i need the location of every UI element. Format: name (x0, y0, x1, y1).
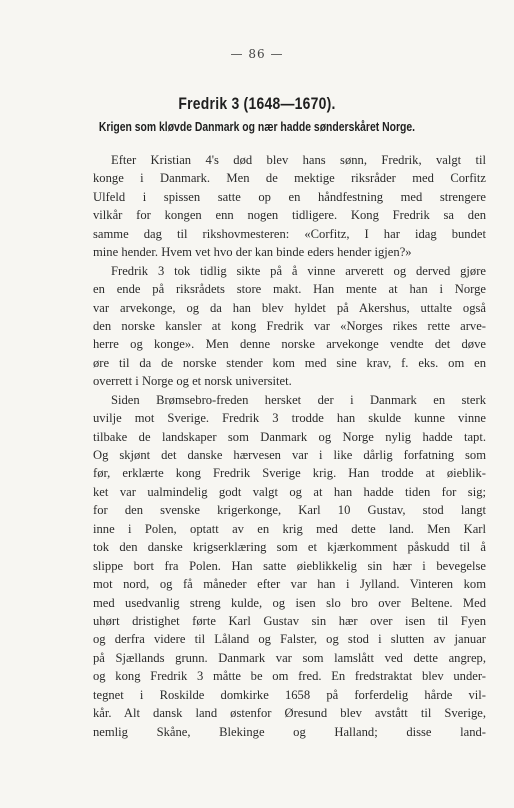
text-line: på Sjællands grunn. Danmark var som lamslått ved dette angrep, (93, 650, 486, 665)
text-line: den norske kansler at kong Fredrik var «Norges rikes rette arve- (93, 318, 486, 333)
text-line: samme dag til rikshovmesteren: «Corfitz, I har idag bundet (93, 226, 486, 241)
text-line: vilkår for kongen enn nogen tidligere. Kong Fredrik sa den (93, 208, 486, 223)
text-line: konge i Danmark. Men de mektige riksråder med Corfitz (93, 171, 486, 186)
text-line: mine hender. Hvem vet hvo der kan binde eders hender igjen?» (93, 245, 412, 260)
text-line: uhørt dristighet førte Karl Gustav sin hær over isen til Fyen (93, 613, 486, 628)
page-number: — 86 — (230, 47, 284, 61)
text-line: slippe bort fra Polen. Han satte øieblikkelig sin hær i bevegelse (93, 558, 486, 573)
text-line: inne i Polen, optatt av en krig med dette land. Men Karl (93, 521, 486, 536)
text-line: herre og konge». Men denne norske arvekonge vendte det døve (93, 337, 486, 352)
text-line: Og skjønt det danske hærvesen var i like dårlig forfatning som (93, 448, 486, 462)
text-line: en ende på riksrådets store makt. Han mente at han i Norge (93, 282, 486, 297)
text-line: for den svenske krigerkonge, Karl 10 Gustav, stod langt (93, 503, 486, 518)
text-line: med usedvanlig streng kulde, og isen slo bro over Beltene. Med (93, 595, 486, 610)
text-line: mot nord, og få måneder efter var han i Jylland. Vinteren kom (93, 577, 486, 592)
text-line: og derfra videre til Låland og Falster, og stod i slutten av januar (93, 632, 486, 647)
text-line: Efter Kristian 4's død blev hans sønn, Fredrik, valgt til (111, 153, 486, 167)
chapter-subtitle: Krigen som kløvde Danmark og nær hadde sønderskåret Norge. (98, 119, 416, 134)
text-line: uvilje mot Sverige. Fredrik 3 trodde han skulde kunne vinne (93, 411, 486, 426)
chapter-title: Fredrik 3 (1648—1670). (178, 94, 336, 113)
text-line: Fredrik 3 tok tidlig sikte på å vinne arverett og derved gjøre (111, 263, 486, 278)
text-line: øre til da de norske stender kom med sine krav, f. eks. om en (93, 355, 486, 370)
text-line: ket var ualmindelig godt valgt og at han hadde tiden for sig; (93, 484, 486, 499)
text-line: tok den danske krigserklæring som et kjærkomment påskudd til å (93, 540, 486, 555)
text-line: tilbake de landskaper som Danmark og Norge nylig hadde tapt. (93, 429, 486, 444)
text-line: overrett i Norge og et norsk universitet. (93, 374, 292, 389)
text-line: kår. Alt dansk land østenfor Øresund blev avstått til Sverige, (93, 706, 486, 721)
text-line: og kong Fredrik 3 måtte be om fred. En fredstraktat blev under- (93, 669, 486, 684)
text-line: Ulfeld i spissen satte op en håndfestning med strengere (93, 189, 486, 204)
text-line: var arvekonge, og da han blev hyldet på Akershus, uttalte også (93, 300, 486, 315)
text-line: før, erklærte kong Fredrik Sverige krig. Han trodde at øieblik- (93, 466, 486, 481)
text-line: nemlig Skåne, Blekinge og Halland; disse land- (93, 724, 486, 739)
text-line: tegnet i Roskilde domkirke 1658 på forferdelig hårde vil- (93, 687, 486, 702)
text-line: Siden Brømsebro-freden hersket der i Danmark en sterk (111, 392, 486, 407)
body-text (93, 151, 486, 741)
